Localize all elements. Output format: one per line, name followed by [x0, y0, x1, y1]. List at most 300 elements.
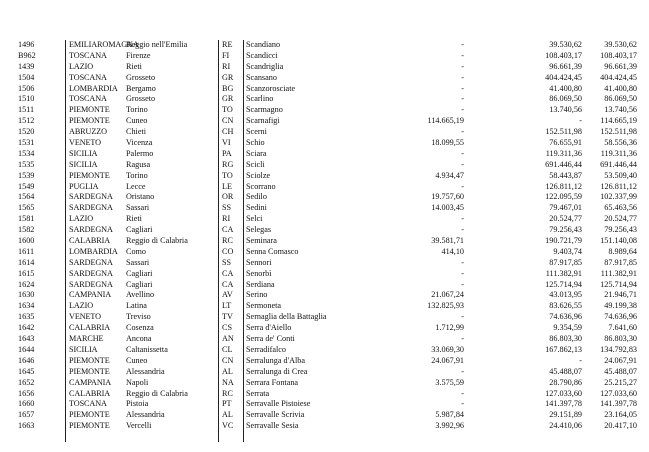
- table-row: [0, 399, 649, 410]
- row-value-3: 127.033,60: [600, 388, 637, 398]
- row-comune: Seminara: [246, 236, 277, 246]
- row-province: Lecce: [126, 181, 146, 191]
- row-value-2: 79.256,43: [549, 225, 582, 235]
- row-province: Cagliari: [126, 268, 153, 278]
- row-value-2: 58.443,87: [549, 170, 582, 180]
- row-comune: Serralunga d'Alba: [246, 355, 305, 365]
- row-value-1: -: [461, 105, 464, 115]
- row-province: Firenze: [126, 50, 151, 60]
- table-row: [0, 345, 649, 356]
- row-value-3: 49.199,38: [604, 301, 637, 311]
- row-value-1: -: [461, 148, 464, 158]
- row-code: 1624: [18, 279, 35, 289]
- row-sigla: GR: [222, 94, 234, 104]
- row-sigla: TO: [222, 170, 233, 180]
- row-value-2: 43.013,95: [549, 290, 582, 300]
- table-row: [0, 203, 649, 214]
- row-value-1: -: [461, 225, 464, 235]
- row-province: Grosseto: [126, 72, 156, 82]
- row-sigla: RC: [222, 236, 233, 246]
- row-value-2: 122.095,59: [545, 192, 582, 202]
- row-comune: Scarnafigi: [246, 116, 280, 126]
- row-comune: Serdiana: [246, 279, 275, 289]
- row-comune: Serra de' Conti: [246, 334, 295, 344]
- table-row: [0, 323, 649, 334]
- row-value-3: 13.740,56: [604, 105, 637, 115]
- row-region: ABRUZZO: [69, 127, 107, 137]
- row-value-1: -: [461, 257, 464, 267]
- row-code: 1652: [18, 377, 35, 387]
- row-code: 1635: [18, 312, 35, 322]
- row-region: CALABRIA: [69, 236, 111, 246]
- row-province: Ancona: [126, 334, 152, 344]
- row-value-2: 126.811,12: [545, 181, 582, 191]
- row-region: SICILIA: [69, 344, 98, 354]
- row-value-1: -: [461, 334, 464, 344]
- row-value-2: 24.410,06: [549, 421, 582, 431]
- row-code: 1644: [18, 344, 35, 354]
- row-value-2: -: [579, 116, 582, 126]
- row-comune: Sermoneta: [246, 301, 282, 311]
- row-province: Cosenza: [126, 323, 154, 333]
- row-value-1: -: [461, 159, 464, 169]
- row-value-1: 414,10: [441, 246, 464, 256]
- row-province: Cagliari: [126, 279, 153, 289]
- row-region: SICILIA: [69, 159, 98, 169]
- row-region: VENETO: [69, 312, 101, 322]
- row-value-2: 28.790,86: [549, 377, 582, 387]
- row-value-2: 141.397,78: [545, 399, 582, 409]
- row-code: 1657: [18, 410, 35, 420]
- row-region: TOSCANA: [69, 50, 107, 60]
- row-sigla: LT: [222, 301, 232, 311]
- row-region: CALABRIA: [69, 388, 111, 398]
- row-province: Alessandria: [126, 410, 165, 420]
- row-sigla: AL: [222, 410, 233, 420]
- row-province: Latina: [126, 301, 147, 311]
- row-value-3: 111.382,91: [600, 268, 637, 278]
- row-value-1: -: [461, 312, 464, 322]
- row-value-2: 74.636,96: [549, 312, 582, 322]
- row-province: Reggio di Calabria: [126, 388, 188, 398]
- row-value-2: 96.661,39: [549, 61, 582, 71]
- row-province: Grosseto: [126, 94, 156, 104]
- row-province: Bergamo: [126, 83, 156, 93]
- row-value-1: 19.757,60: [431, 192, 464, 202]
- row-province: Caltanissetta: [126, 344, 168, 354]
- row-code: 1535: [18, 159, 35, 169]
- row-comune: Scicli: [246, 159, 265, 169]
- row-value-3: 151.140,08: [600, 236, 637, 246]
- row-value-1: -: [461, 388, 464, 398]
- table-row: [0, 269, 649, 280]
- row-comune: Scarmagno: [246, 105, 283, 115]
- table-row: [0, 84, 649, 95]
- row-province: Rieti: [126, 61, 142, 71]
- row-region: VENETO: [69, 138, 101, 148]
- row-value-1: 114.665,19: [427, 116, 464, 126]
- row-code: 1531: [18, 138, 35, 148]
- row-comune: Serrara Fontana: [246, 377, 299, 387]
- row-value-2: 13.740,56: [549, 105, 582, 115]
- row-region: CAMPANIA: [69, 290, 112, 300]
- row-sigla: VI: [222, 138, 231, 148]
- table-row: [0, 421, 649, 432]
- row-province: Palermo: [126, 148, 154, 158]
- table-row: [0, 258, 649, 269]
- row-region: SARDEGNA: [69, 225, 113, 235]
- row-value-1: -: [461, 127, 464, 137]
- row-region: LOMBARDIA: [69, 246, 118, 256]
- row-sigla: PA: [222, 148, 232, 158]
- row-value-2: -: [579, 355, 582, 365]
- row-region: SARDEGNA: [69, 268, 113, 278]
- row-province: Vicenza: [126, 138, 153, 148]
- row-value-1: 5.987,84: [435, 410, 464, 420]
- row-value-3: 114.665,19: [600, 116, 637, 126]
- row-sigla: AV: [222, 290, 233, 300]
- row-value-1: 4.934,47: [435, 170, 464, 180]
- row-sigla: FI: [222, 50, 230, 60]
- row-code: 1582: [18, 225, 35, 235]
- row-code: 1520: [18, 127, 35, 137]
- row-sigla: SS: [222, 257, 232, 267]
- row-value-3: 20.417,10: [604, 421, 637, 431]
- row-comune: Schio: [246, 138, 265, 148]
- table-row: [0, 116, 649, 127]
- table-row: [0, 290, 649, 301]
- row-value-3: 23.164,05: [604, 410, 637, 420]
- row-comune: Serino: [246, 290, 268, 300]
- row-sigla: CS: [222, 323, 233, 333]
- row-value-2: 41.400,80: [549, 83, 582, 93]
- row-province: Sassari: [126, 203, 150, 213]
- row-value-2: 111.382,91: [545, 268, 582, 278]
- row-province: Cuneo: [126, 355, 148, 365]
- row-region: PIEMONTE: [69, 366, 110, 376]
- row-region: LOMBARDIA: [69, 83, 118, 93]
- row-sigla: RC: [222, 388, 233, 398]
- row-province: Torino: [126, 105, 148, 115]
- row-value-3: 134.792,83: [600, 344, 637, 354]
- row-value-2: 83.626,55: [549, 301, 582, 311]
- row-province: Cagliari: [126, 225, 153, 235]
- row-province: Pistoia: [126, 399, 149, 409]
- row-code: 1656: [18, 388, 35, 398]
- row-sigla: CA: [222, 279, 234, 289]
- row-code: 1600: [18, 236, 35, 246]
- row-code: 1663: [18, 421, 35, 431]
- row-value-1: -: [461, 399, 464, 409]
- row-comune: Sciara: [246, 148, 267, 158]
- row-sigla: TO: [222, 105, 233, 115]
- row-code: 1630: [18, 290, 35, 300]
- row-value-2: 79.467,01: [549, 203, 582, 213]
- row-comune: Selegas: [246, 225, 272, 235]
- row-region: SICILIA: [69, 148, 98, 158]
- row-sigla: AN: [222, 334, 234, 344]
- row-value-2: 190.721,79: [545, 236, 582, 246]
- row-value-2: 119.311,36: [545, 148, 582, 158]
- row-value-1: 39.581,71: [431, 236, 464, 246]
- row-region: PIEMONTE: [69, 105, 110, 115]
- table-row: [0, 247, 649, 258]
- table-row: [0, 367, 649, 378]
- row-province: Sassari: [126, 257, 150, 267]
- row-comune: Senorbì: [246, 268, 272, 278]
- row-province: Cuneo: [126, 116, 148, 126]
- row-sigla: LE: [222, 181, 233, 191]
- row-value-2: 152.511,98: [545, 127, 582, 137]
- row-value-3: 86.803,30: [604, 334, 637, 344]
- table-row: [0, 138, 649, 149]
- row-region: EMILIAROMAGNA: [69, 40, 139, 49]
- row-value-1: -: [461, 61, 464, 71]
- row-sigla: CA: [222, 225, 234, 235]
- row-value-3: 39.530,62: [604, 40, 637, 49]
- row-value-3: 404.424,45: [600, 72, 637, 82]
- row-value-3: 691.446,44: [600, 159, 637, 169]
- table-row: [0, 334, 649, 345]
- row-code: 1660: [18, 399, 35, 409]
- row-code: 1512: [18, 116, 35, 126]
- row-value-3: 7.641,60: [608, 323, 637, 333]
- row-province: Oristano: [126, 192, 155, 202]
- row-region: PIEMONTE: [69, 116, 110, 126]
- row-value-1: 18.099,55: [431, 138, 464, 148]
- row-code: 1439: [18, 61, 35, 71]
- table-row: [0, 149, 649, 160]
- row-province: Alessandria: [126, 366, 165, 376]
- row-code: 1646: [18, 355, 35, 365]
- row-value-3: 86.069,50: [604, 94, 637, 104]
- table-row: [0, 301, 649, 312]
- row-value-1: 1.712,99: [435, 323, 464, 333]
- row-value-2: 87.917,85: [549, 257, 582, 267]
- row-code: 1615: [18, 268, 35, 278]
- row-value-1: -: [461, 268, 464, 278]
- row-region: CAMPANIA: [69, 377, 112, 387]
- row-comune: Senna Comasco: [246, 246, 299, 256]
- row-sigla: VC: [222, 421, 234, 431]
- row-comune: Scanzorosciate: [246, 83, 296, 93]
- row-value-3: 141.397,78: [600, 399, 637, 409]
- row-value-3: 45.488,07: [604, 366, 637, 376]
- row-code: 1611: [18, 246, 35, 256]
- row-comune: Scerni: [246, 127, 267, 137]
- row-value-3: 87.917,85: [604, 257, 637, 267]
- row-value-3: 102.337,99: [600, 192, 637, 202]
- table-row: [0, 94, 649, 105]
- row-sigla: BG: [222, 83, 234, 93]
- row-value-2: 127.033,60: [545, 388, 582, 398]
- row-value-3: 74.636,96: [604, 312, 637, 322]
- row-code: 1549: [18, 181, 35, 191]
- row-province: Rieti: [126, 214, 142, 224]
- row-sigla: OR: [222, 192, 234, 202]
- table-row: [0, 236, 649, 247]
- row-sigla: CA: [222, 268, 234, 278]
- row-value-2: 76.655,91: [549, 138, 582, 148]
- row-value-3: 41.400,80: [604, 83, 637, 93]
- row-value-1: -: [461, 50, 464, 60]
- row-province: Ragusa: [126, 159, 151, 169]
- table-row: [0, 280, 649, 291]
- table-row: [0, 62, 649, 73]
- row-region: SARDEGNA: [69, 192, 113, 202]
- row-region: LAZIO: [69, 301, 94, 311]
- row-value-3: 125.714,94: [600, 279, 637, 289]
- row-value-1: 24.067,91: [431, 355, 464, 365]
- row-value-1: 132.825,93: [427, 301, 464, 311]
- row-code: 1643: [18, 334, 35, 344]
- row-code: 1534: [18, 148, 35, 158]
- table-row: [0, 171, 649, 182]
- row-comune: Sedilo: [246, 192, 267, 202]
- row-comune: Serra d'Aiello: [246, 323, 292, 333]
- row-sigla: AL: [222, 366, 233, 376]
- row-code: 1645: [18, 366, 35, 376]
- row-sigla: CN: [222, 116, 234, 126]
- row-value-3: 20.524,77: [604, 214, 637, 224]
- row-value-1: -: [461, 40, 464, 49]
- row-comune: Serravalle Sesia: [246, 421, 299, 431]
- table-row: [0, 378, 649, 389]
- row-value-2: 691.446,44: [545, 159, 582, 169]
- row-code: 1642: [18, 323, 35, 333]
- row-value-2: 167.862,13: [545, 344, 582, 354]
- row-value-1: 3.575,59: [435, 377, 464, 387]
- row-value-2: 404.424,45: [545, 72, 582, 82]
- row-value-1: 14.003,45: [431, 203, 464, 213]
- row-comune: Serralunga di Crea: [246, 366, 308, 376]
- row-value-1: 33.069,30: [431, 344, 464, 354]
- row-value-3: 58.556,36: [604, 138, 637, 148]
- row-value-2: 86.069,50: [549, 94, 582, 104]
- row-province: Vercelli: [126, 421, 152, 431]
- table-row: [0, 51, 649, 62]
- row-province: Como: [126, 246, 147, 256]
- row-value-2: 20.524,77: [549, 214, 582, 224]
- row-comune: Sernaglia della Battaglia: [246, 312, 327, 322]
- row-region: PIEMONTE: [69, 421, 110, 431]
- row-comune: Scandriglia: [246, 61, 284, 71]
- table-row: [0, 214, 649, 225]
- row-comune: Sedini: [246, 203, 267, 213]
- row-value-3: 65.463,56: [604, 203, 637, 213]
- row-code: B962: [18, 50, 36, 60]
- row-sigla: RI: [222, 61, 231, 71]
- row-region: LAZIO: [69, 61, 94, 71]
- row-value-3: 24.067,91: [604, 355, 637, 365]
- row-value-2: 39.530,62: [549, 40, 582, 49]
- row-province: Napoli: [126, 377, 149, 387]
- row-value-3: 152.511,98: [600, 127, 637, 137]
- row-comune: Serrata: [246, 388, 270, 398]
- row-value-2: 108.403,17: [545, 50, 582, 60]
- row-sigla: SS: [222, 203, 232, 213]
- row-comune: Scansano: [246, 72, 277, 82]
- row-value-3: 119.311,36: [600, 148, 637, 158]
- row-province: Avellino: [126, 290, 155, 300]
- row-value-2: 45.488,07: [549, 366, 582, 376]
- row-value-3: 96.661,39: [604, 61, 637, 71]
- row-region: CALABRIA: [69, 323, 111, 333]
- row-comune: Sennori: [246, 257, 272, 267]
- row-value-3: 25.215,27: [604, 377, 637, 387]
- row-sigla: CH: [222, 127, 234, 137]
- row-sigla: CL: [222, 344, 233, 354]
- row-value-1: -: [461, 181, 464, 191]
- row-code: 1510: [18, 94, 35, 104]
- row-value-1: -: [461, 94, 464, 104]
- row-code: 1634: [18, 301, 35, 311]
- row-province: Reggio nell'Emilia: [126, 40, 188, 49]
- row-value-3: 53.509,40: [604, 170, 637, 180]
- row-sigla: GR: [222, 72, 234, 82]
- row-region: PIEMONTE: [69, 410, 110, 420]
- row-code: 1511: [18, 105, 35, 115]
- table-row: [0, 40, 649, 51]
- row-sigla: NA: [222, 377, 234, 387]
- table-row: [0, 410, 649, 421]
- row-value-1: -: [461, 366, 464, 376]
- row-comune: Serravalle Scrivia: [246, 410, 305, 420]
- row-value-1: -: [461, 83, 464, 93]
- row-value-3: 8.989,64: [608, 246, 637, 256]
- row-region: LAZIO: [69, 214, 94, 224]
- row-value-1: 21.067,24: [431, 290, 464, 300]
- row-sigla: RG: [222, 159, 234, 169]
- row-comune: Selci: [246, 214, 263, 224]
- row-sigla: CO: [222, 246, 234, 256]
- row-value-3: 108.403,17: [600, 50, 637, 60]
- row-comune: Scandicci: [246, 50, 278, 60]
- table-row: [0, 160, 649, 171]
- row-code: 1506: [18, 83, 35, 93]
- row-value-2: 9.403,74: [553, 246, 582, 256]
- table-row: [0, 389, 649, 400]
- row-comune: Scandiano: [246, 40, 281, 49]
- row-comune: Serravalle Pistoiese: [246, 399, 311, 409]
- row-comune: Scorrano: [246, 181, 276, 191]
- row-sigla: PT: [222, 399, 232, 409]
- row-region: SARDEGNA: [69, 203, 113, 213]
- row-region: SARDEGNA: [69, 279, 113, 289]
- table-row: [0, 356, 649, 367]
- row-value-2: 29.151,89: [549, 410, 582, 420]
- row-value-3: 79.256,43: [604, 225, 637, 235]
- row-value-2: 9.354,59: [553, 323, 582, 333]
- row-code: 1539: [18, 170, 35, 180]
- row-code: 1614: [18, 257, 35, 267]
- row-comune: Sciolze: [246, 170, 271, 180]
- row-province: Torino: [126, 170, 148, 180]
- row-province: Chieti: [126, 127, 147, 137]
- row-value-3: 126.811,12: [600, 181, 637, 191]
- table-row: [0, 192, 649, 203]
- row-code: 1581: [18, 214, 35, 224]
- row-region: PUGLIA: [69, 181, 99, 191]
- row-region: TOSCANA: [69, 399, 107, 409]
- row-region: MARCHE: [69, 334, 104, 344]
- row-region: PIEMONTE: [69, 170, 110, 180]
- row-code: 1496: [18, 40, 35, 49]
- table-row: [0, 105, 649, 116]
- row-province: Treviso: [126, 312, 151, 322]
- row-region: PIEMONTE: [69, 355, 110, 365]
- row-region: TOSCANA: [69, 72, 107, 82]
